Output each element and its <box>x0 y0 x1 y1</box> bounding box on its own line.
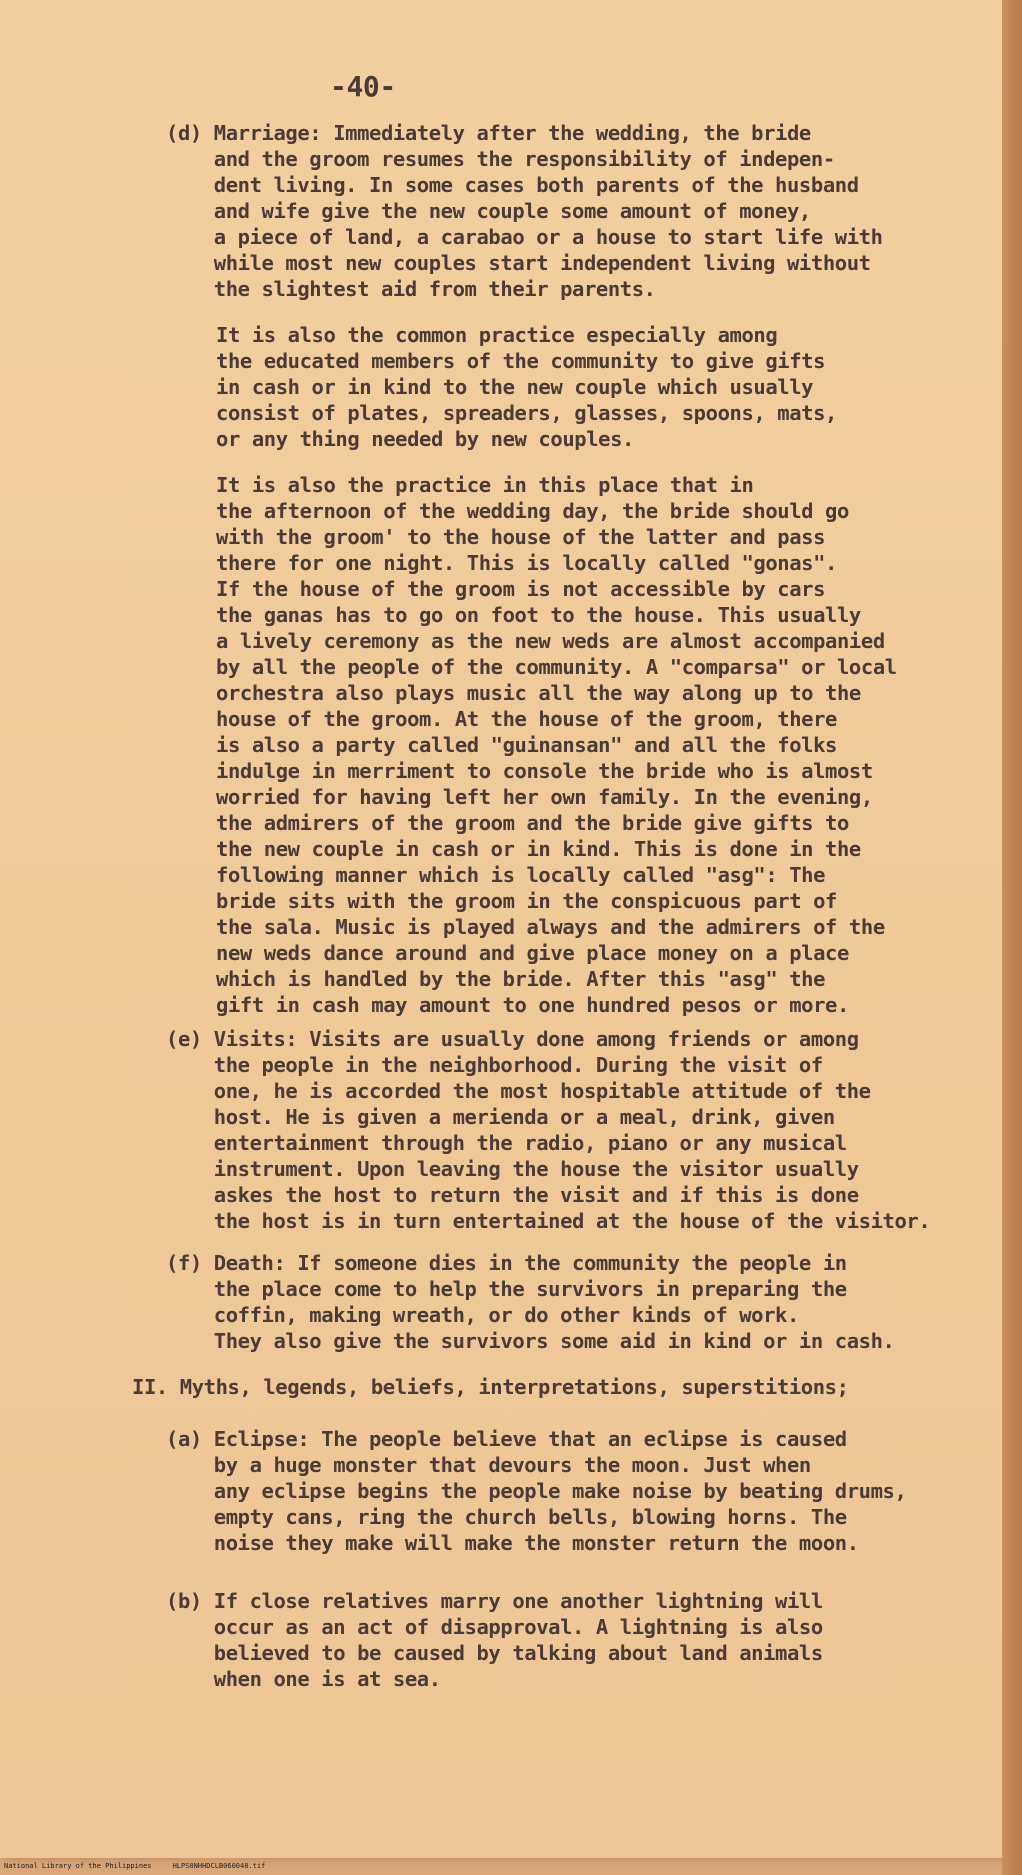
section-heading-myths: II. Myths, legends, beliefs, interpretations, superstitions; <box>132 1375 849 1399</box>
paragraph-eclipse: (a) Eclipse: The people believe that an eclipse is caused by a huge monster that devours the moon. Just when any eclipse begins the people make noise by beating drums, empty cans, ring the church bells, blowing horns. The noise they make will make the monster return the moon. <box>166 1427 907 1555</box>
archive-footer: National Library of the Philippines HLPS0NHHDCLB060048.tif <box>4 1862 266 1870</box>
paragraph-gifts: It is also the common practice especially among the educated members of the community to give gifts in cash or in kind to the new couple which usually consist of plates, spreaders, glasses, spoons, mats, or any thing needed by new couples. <box>216 323 837 451</box>
paragraph-gonas: It is also the practice in this place that in the afternoon of the wedding day, the bride should go with the groom' to the house of the latter and pass there for one night. This is locally called "gonas". If the house of the groom is not accessible by cars the ganas has to go on foot to the house. This usually a lively ceremony as the new weds are almost accompanied by all the people of the community. A "comparsa" or local orchestra also plays music all the way along up to the house of the groom. At the house of the groom, there is also a party called "guinansan" and all the folks indulge in merriment to console the bride who is almost worried for having left her own family. In the evening, the admirers of the groom and the bride give gifts to the new couple in cash or in kind. This is done in the following manner which is locally called "asg": The bride sits with the groom in the conspicuous part of the sala. Music is played always and the admirers of the new weds dance around and give place money on a place which is handled by the bride. After this "asg" the gift in cash may amount to one hundred pesos or more. <box>216 473 897 1017</box>
paragraph-death: (f) Death: If someone dies in the community the people in the place come to help the survivors in preparing the coffin, making wreath, or do other kinds of work. They also give the survivors some aid in kind or in cash. <box>166 1251 895 1353</box>
paragraph-marriage: (d) Marriage: Immediately after the wedding, the bride and the groom resumes the responsibility of indepen- dent living. In some cases both parents of the husband and wife give the new couple some amount of money, a piece of land, a carabao or a house to start life with while most new couples start independent living without the slightest aid from their parents. <box>166 121 883 301</box>
paragraph-lightning: (b) If close relatives marry one another lightning will occur as an act of disapproval. A lightning is also believed to be caused by talking about land animals when one is at sea. <box>166 1589 823 1691</box>
page-number: -40- <box>330 70 396 103</box>
page-edge <box>1002 0 1022 1875</box>
paragraph-visits: (e) Visits: Visits are usually done among friends or among the people in the neighborhood. During the visit of one, he is accorded the most hospitable attitude of the host. He is given a merienda or a meal, drink, given entertainment through the radio, piano or any musical instrument. Upon leaving the house the visitor usually askes the host to return the visit and if this is done the host is in turn entertained at the house of the visitor. <box>166 1027 931 1233</box>
